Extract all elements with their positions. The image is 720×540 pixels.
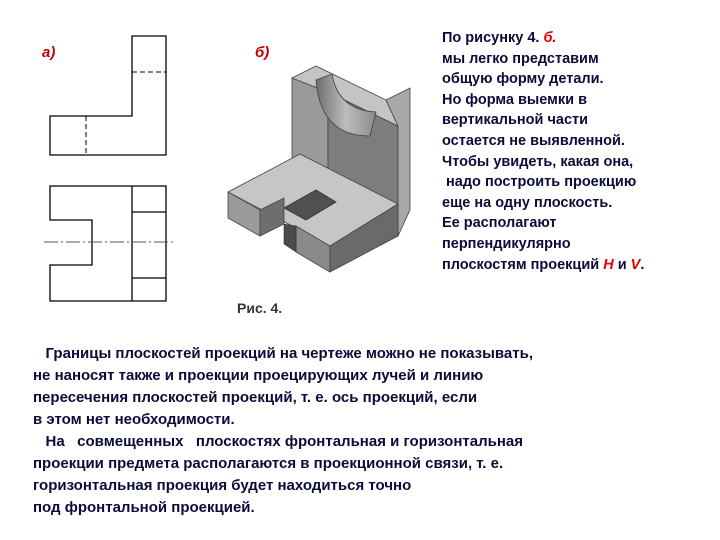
- bottom-paragraph: [33, 343, 703, 519]
- text-line: не наносят также и проекции проецирующих лучей и линию: [33, 367, 484, 384]
- text-line: [442, 28, 712, 49]
- top-projection-drawing: [40, 180, 180, 305]
- right-explanation-text: [442, 28, 712, 275]
- text-line: остается не выявленной.: [442, 132, 625, 149]
- front-outline: [50, 36, 166, 155]
- top-outline: [50, 186, 166, 301]
- figure-label-a: а): [42, 44, 56, 61]
- base-notch-wall: [284, 224, 296, 252]
- text-span: плоскостям проекций: [442, 256, 600, 273]
- text-span: и: [617, 256, 627, 273]
- text-line: мы легко представим: [442, 50, 599, 67]
- text-line: общую форму детали.: [442, 71, 604, 88]
- text-line: Чтобы увидеть, какая она,: [442, 153, 634, 170]
- plane-h-label: Н: [603, 256, 614, 273]
- figure-caption: Рис. 4.: [237, 300, 283, 316]
- text-line: На совмещенных плоскостях фронтальная и горизонтальная: [33, 433, 523, 450]
- text-line: надо построить проекцию: [442, 174, 637, 191]
- text-line: еще на одну плоскость.: [442, 194, 613, 211]
- text-span: По рисунку 4.: [442, 30, 540, 46]
- text-line: Но форма выемки в: [442, 91, 588, 108]
- figure-label-b: б): [255, 44, 270, 61]
- text-line: Ее располагают: [442, 215, 557, 232]
- text-span: .: [640, 256, 645, 273]
- text-line: проекции предмета располагаются в проекционной связи, т. е.: [33, 455, 504, 472]
- figure-reference: б.: [543, 30, 557, 46]
- text-line: [442, 255, 712, 276]
- isometric-part-drawing: [220, 40, 430, 295]
- plane-v-label: V: [630, 256, 641, 273]
- front-projection-drawing: [40, 30, 180, 160]
- text-line: пересечения плоскостей проекций, т. е. ось проекций, если: [33, 389, 478, 406]
- text-line: перпендикулярно: [442, 235, 571, 252]
- text-line: горизонтальная проекция будет находиться точно: [33, 477, 412, 494]
- text-line: вертикальной части: [442, 112, 589, 129]
- text-line: под фронтальной проекцией.: [33, 499, 255, 516]
- text-line: в этом нет необходимости.: [33, 411, 235, 428]
- text-line: Границы плоскостей проекций на чертеже можно не показывать,: [33, 345, 533, 362]
